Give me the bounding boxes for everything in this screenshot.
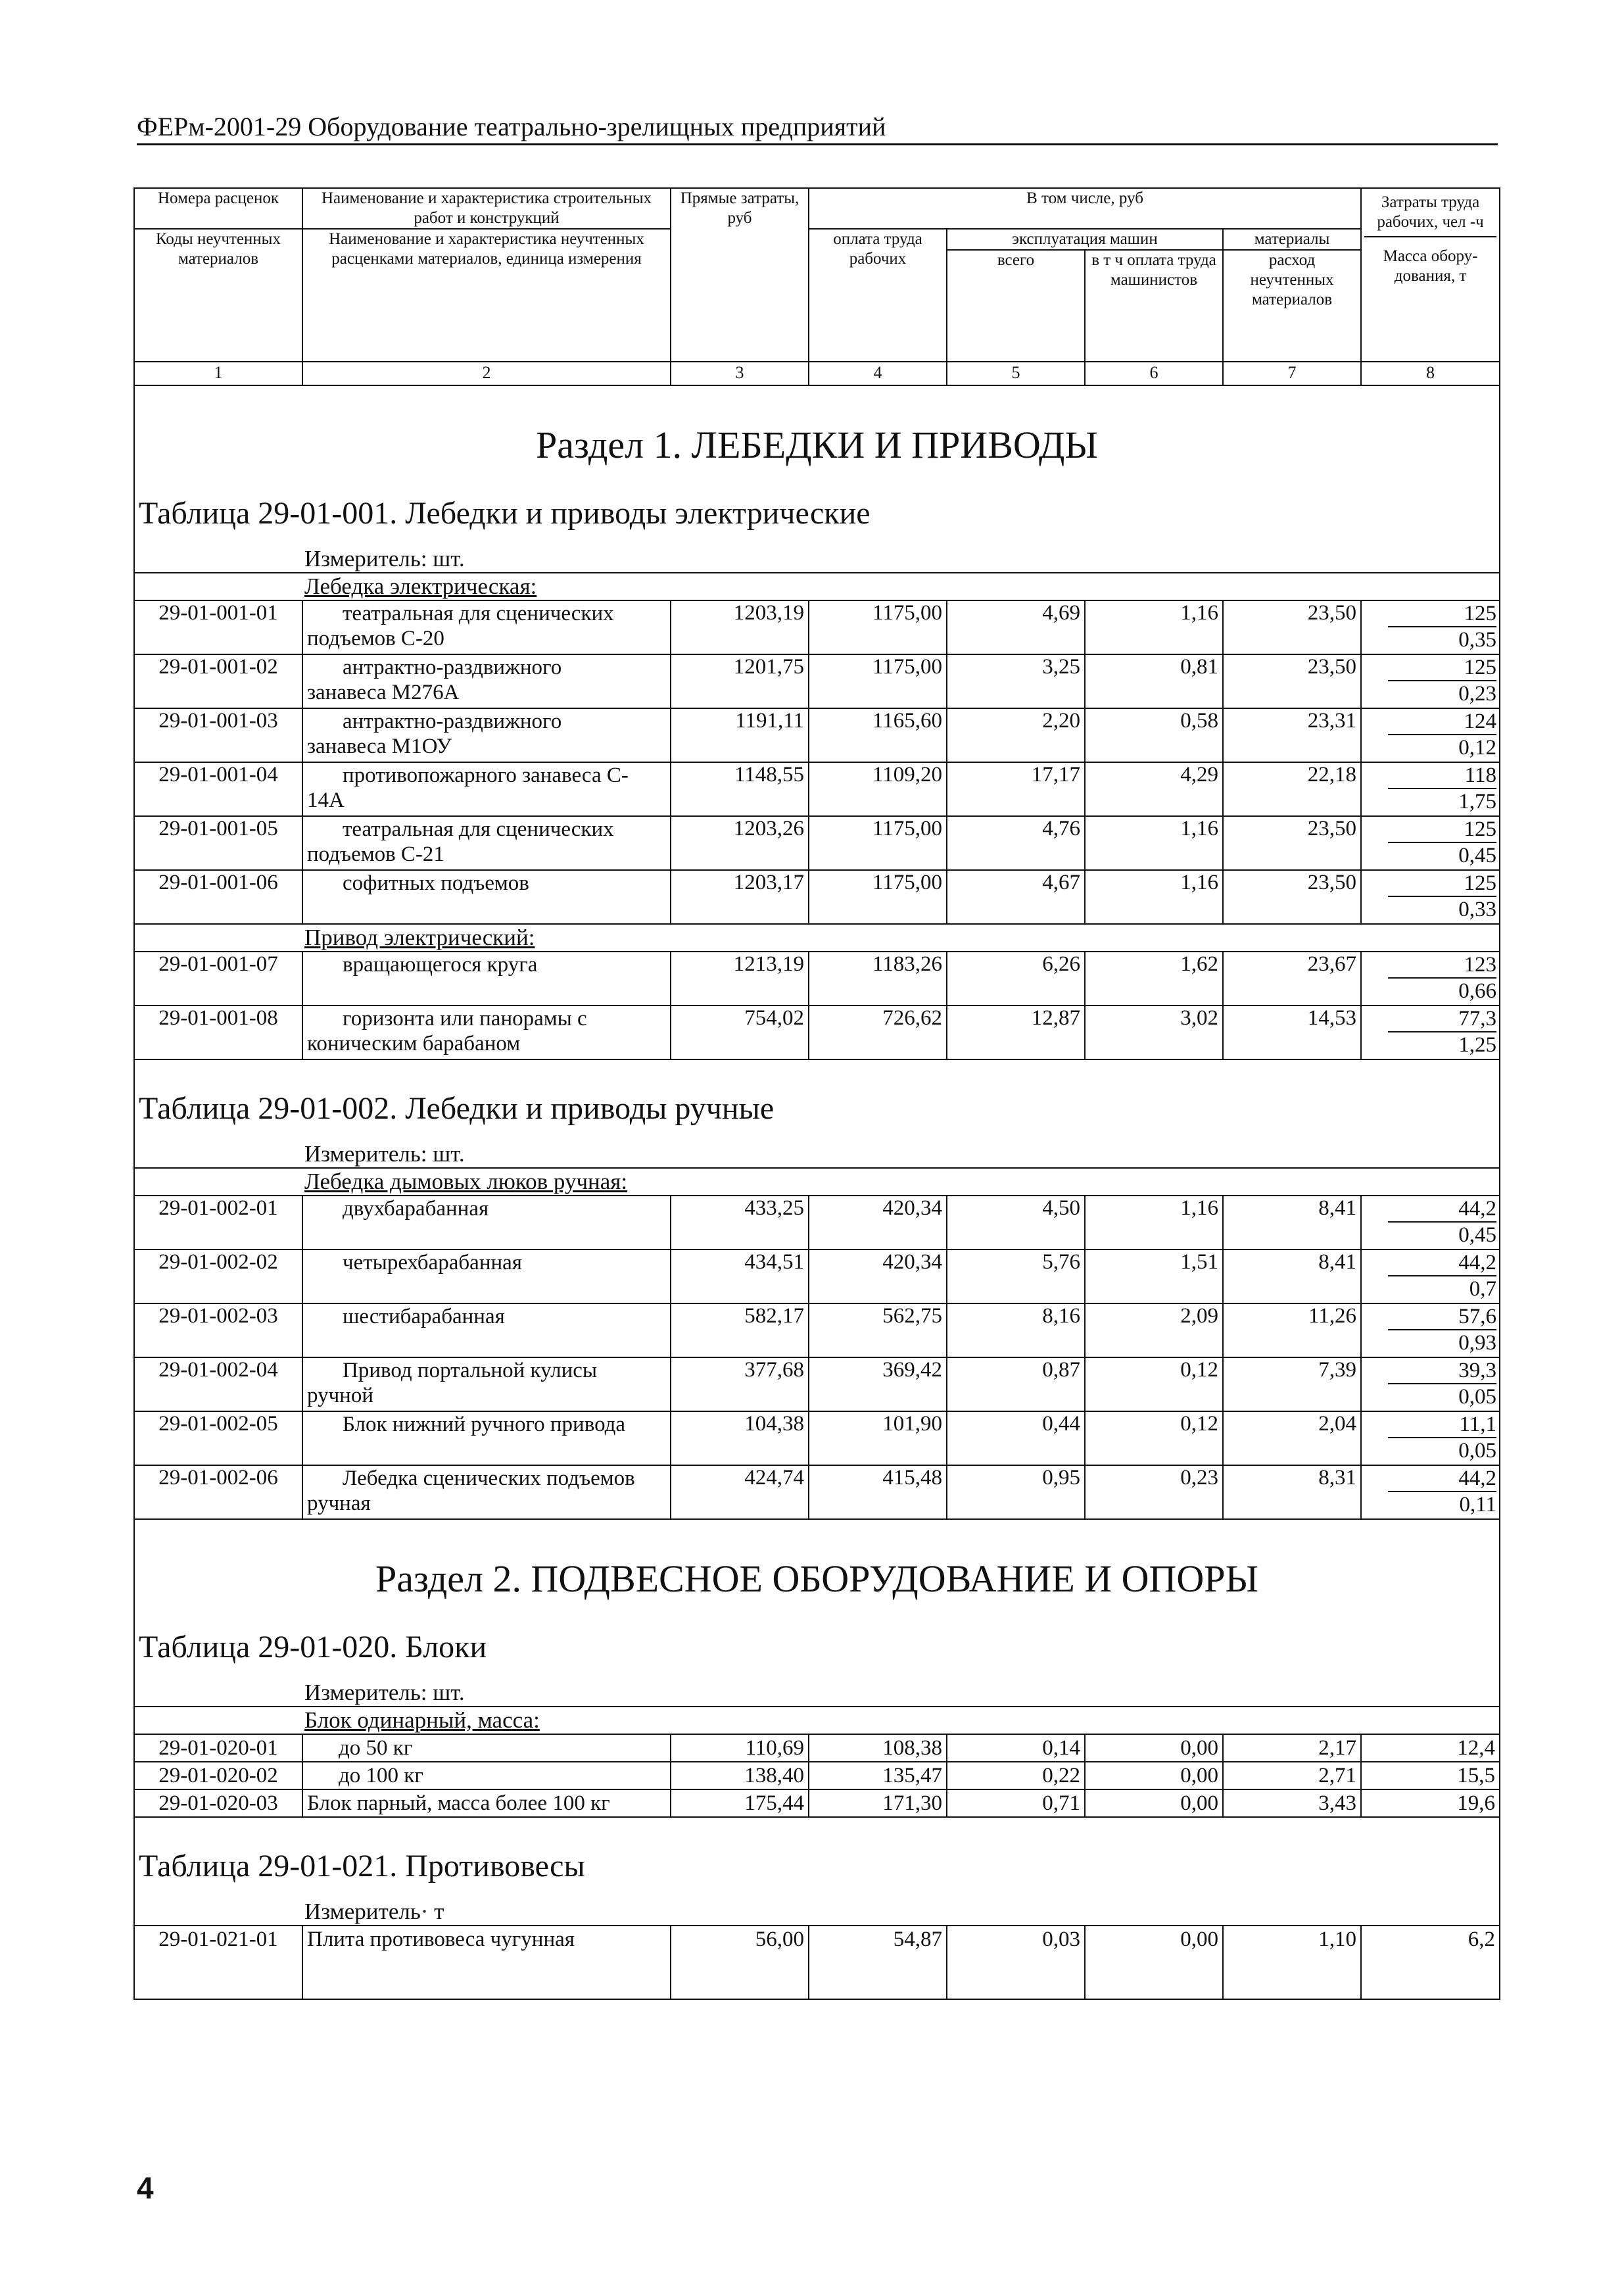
work-name-line-1: Лебедка сценических подъемов xyxy=(343,1467,635,1490)
value-v3: 377,68 xyxy=(671,1357,809,1411)
value-v6: 0,00 xyxy=(1085,1762,1223,1789)
labor-mass-cell xyxy=(1361,1250,1500,1303)
value-v4: 420,34 xyxy=(809,1250,947,1303)
value-v3: 1203,19 xyxy=(671,600,809,654)
table-2-measure: Измеритель: шт. xyxy=(134,1128,1500,1168)
value-v4: 726,62 xyxy=(809,1006,947,1059)
labor-mass-cell xyxy=(1361,952,1500,1006)
value-v4: 1175,00 xyxy=(809,816,947,870)
header-vtch: в т ч оплата труда машинистов xyxy=(1085,250,1223,362)
table-1-rows-a xyxy=(134,600,1500,924)
section-row xyxy=(134,1519,1500,1602)
table-1-title: Таблица 29-01-001. Лебедки и приводы электрические xyxy=(134,468,1500,533)
work-name-line-2: занавеса М1ОУ xyxy=(307,735,452,758)
table-4-measure: Измеритель· т xyxy=(134,1885,1500,1926)
value-v4: 108,38 xyxy=(809,1734,947,1762)
value-v4: 415,48 xyxy=(809,1465,947,1519)
value-v7: 2,17 xyxy=(1223,1734,1361,1762)
col-num: 7 xyxy=(1223,362,1361,385)
value-v3: 175,44 xyxy=(671,1789,809,1817)
value-v7: 23,50 xyxy=(1223,816,1361,870)
rate-code: 29-01-002-04 xyxy=(134,1357,302,1411)
document-title: ФЕРм-2001-29 Оборудование театрально-зрелищных предприятий xyxy=(137,112,1498,145)
labor-cost: 118 xyxy=(1388,763,1496,789)
equipment-mass: 0,23 xyxy=(1458,682,1497,706)
value-v6: 0,12 xyxy=(1085,1357,1223,1411)
work-name-line-1: Блок нижний ручного привода xyxy=(343,1413,626,1436)
labor-cost: 123 xyxy=(1388,952,1496,979)
measure-row xyxy=(134,1885,1500,1926)
value-v6: 0,00 xyxy=(1085,1926,1223,1999)
work-name: до 100 кг xyxy=(302,1762,671,1789)
header-materialy: материалы xyxy=(1223,229,1361,250)
value-v4: 1175,00 xyxy=(809,654,947,708)
measure-row xyxy=(134,533,1500,573)
rates-table xyxy=(133,187,1500,2000)
value-v5: 2,20 xyxy=(947,708,1085,762)
value-v8: 6,2 xyxy=(1361,1926,1500,1999)
value-v7: 8,41 xyxy=(1223,1196,1361,1250)
labor-mass-cell xyxy=(1361,1465,1500,1519)
equipment-mass: 0,12 xyxy=(1458,736,1497,760)
rate-code: 29-01-001-06 xyxy=(134,870,302,924)
work-name-line-1: Привод портальной кулисы xyxy=(343,1359,598,1382)
table-row xyxy=(134,870,1500,924)
value-v6: 1,16 xyxy=(1085,870,1223,924)
value-v3: 110,69 xyxy=(671,1734,809,1762)
value-v4: 1165,60 xyxy=(809,708,947,762)
labor-cost: 44,2 xyxy=(1388,1250,1496,1276)
header-naim-neucht: Наименование и характеристика неучтенных расценками материалов, единица измерения xyxy=(302,229,671,362)
header-row-1 xyxy=(134,188,1500,229)
header-rashod: расход неучтенных материалов xyxy=(1223,250,1361,362)
table-4-rows xyxy=(134,1926,1500,1999)
work-name xyxy=(302,600,671,654)
value-v7: 11,26 xyxy=(1223,1303,1361,1357)
equipment-mass: 0,35 xyxy=(1458,628,1497,652)
header-pryamye: Прямые затраты, руб xyxy=(671,188,809,362)
value-v6: 1,16 xyxy=(1085,600,1223,654)
value-v8: 12,4 xyxy=(1361,1734,1500,1762)
rate-code: 29-01-002-05 xyxy=(134,1411,302,1465)
value-v3: 104,38 xyxy=(671,1411,809,1465)
work-name xyxy=(302,816,671,870)
work-name xyxy=(302,708,671,762)
subheader-row xyxy=(134,1168,1500,1196)
work-name-line-2: коническим барабаном xyxy=(307,1032,521,1056)
table-row xyxy=(134,654,1500,708)
work-name-line-1: противопожарного занавеса С- xyxy=(343,764,629,787)
rate-code: 29-01-002-02 xyxy=(134,1250,302,1303)
work-name-line-2: подъемов С-20 xyxy=(307,627,444,650)
labor-mass-cell xyxy=(1361,870,1500,924)
labor-mass-cell xyxy=(1361,1357,1500,1411)
header-vsego: всего xyxy=(947,250,1085,362)
value-v3: 1203,17 xyxy=(671,870,809,924)
table-title-row xyxy=(134,1817,1500,1885)
table-row xyxy=(134,1411,1500,1465)
value-v5: 4,76 xyxy=(947,816,1085,870)
section-2-title: Раздел 2. ПОДВЕСНОЕ ОБОРУДОВАНИЕ И ОПОРЫ xyxy=(134,1519,1500,1602)
subheader-row xyxy=(134,1707,1500,1734)
work-name-line-1: театральная для сценических xyxy=(343,817,614,841)
equipment-mass: 0,45 xyxy=(1458,844,1497,867)
work-name-line-1: антрактно-раздвижного xyxy=(343,710,562,733)
value-v5: 0,44 xyxy=(947,1411,1085,1465)
value-v3: 1148,55 xyxy=(671,762,809,816)
table-1-measure: Измеритель: шт. xyxy=(134,533,1500,573)
value-v6: 0,00 xyxy=(1085,1734,1223,1762)
table-title-row xyxy=(134,1059,1500,1128)
work-name-line-1: антрактно-раздвижного xyxy=(343,656,562,679)
work-name xyxy=(302,1357,671,1411)
equipment-mass: 0,33 xyxy=(1458,898,1497,921)
table-row xyxy=(134,816,1500,870)
labor-cost: 124 xyxy=(1388,709,1496,735)
value-v7: 2,71 xyxy=(1223,1762,1361,1789)
value-v4: 101,90 xyxy=(809,1411,947,1465)
table-2-rows xyxy=(134,1196,1500,1519)
value-v4: 369,42 xyxy=(809,1357,947,1411)
table-3-subheader-1: Блок одинарный, масса: xyxy=(134,1707,1500,1734)
value-v8: 19,6 xyxy=(1361,1789,1500,1817)
value-v7: 14,53 xyxy=(1223,1006,1361,1059)
table-row xyxy=(134,600,1500,654)
value-v4: 1175,00 xyxy=(809,870,947,924)
value-v3: 1201,75 xyxy=(671,654,809,708)
table-row xyxy=(134,762,1500,816)
measure-row xyxy=(134,1128,1500,1168)
table-row xyxy=(134,1926,1500,1999)
value-v6: 3,02 xyxy=(1085,1006,1223,1059)
rate-code: 29-01-001-04 xyxy=(134,762,302,816)
value-v5: 0,95 xyxy=(947,1465,1085,1519)
table-row xyxy=(134,1789,1500,1817)
rate-code: 29-01-001-02 xyxy=(134,654,302,708)
header-massa: Масса обору-дования, т xyxy=(1383,247,1478,285)
value-v8: 15,5 xyxy=(1361,1762,1500,1789)
value-v7: 23,67 xyxy=(1223,952,1361,1006)
table-row xyxy=(134,1250,1500,1303)
work-name xyxy=(302,1303,671,1357)
work-name xyxy=(302,762,671,816)
work-name-line-2: ручная xyxy=(307,1492,371,1515)
equipment-mass: 0,11 xyxy=(1459,1493,1497,1517)
value-v5: 0,22 xyxy=(947,1762,1085,1789)
work-name: до 50 кг xyxy=(302,1734,671,1762)
equipment-mass: 0,05 xyxy=(1458,1439,1497,1463)
labor-mass-cell xyxy=(1361,816,1500,870)
header-zatraty: Затраты труда рабочих, чел -ч xyxy=(1364,193,1496,237)
value-v6: 0,23 xyxy=(1085,1465,1223,1519)
value-v6: 0,12 xyxy=(1085,1411,1223,1465)
table-row xyxy=(134,1303,1500,1357)
work-name-line-1: театральная для сценических xyxy=(343,602,614,625)
labor-mass-cell xyxy=(1361,708,1500,762)
subheader-row xyxy=(134,573,1500,600)
value-v7: 8,31 xyxy=(1223,1465,1361,1519)
value-v6: 1,16 xyxy=(1085,816,1223,870)
rate-code: 29-01-001-05 xyxy=(134,816,302,870)
value-v3: 1203,26 xyxy=(671,816,809,870)
value-v7: 8,41 xyxy=(1223,1250,1361,1303)
value-v3: 1191,11 xyxy=(671,708,809,762)
value-v4: 1109,20 xyxy=(809,762,947,816)
value-v3: 424,74 xyxy=(671,1465,809,1519)
value-v4: 171,30 xyxy=(809,1789,947,1817)
labor-cost: 44,2 xyxy=(1388,1466,1496,1492)
header-oplata: оплата труда рабочих xyxy=(809,229,947,362)
value-v5: 17,17 xyxy=(947,762,1085,816)
value-v5: 5,76 xyxy=(947,1250,1085,1303)
work-name-line-1: четырехбарабанная xyxy=(343,1251,522,1275)
work-name-line-2: занавеса М276А xyxy=(307,681,460,704)
value-v5: 4,50 xyxy=(947,1196,1085,1250)
labor-mass-cell xyxy=(1361,1411,1500,1465)
work-name: Блок парный, масса более 100 кг xyxy=(302,1789,671,1817)
value-v5: 4,69 xyxy=(947,600,1085,654)
equipment-mass: 0,93 xyxy=(1458,1331,1497,1355)
col-num: 1 xyxy=(134,362,302,385)
value-v3: 138,40 xyxy=(671,1762,809,1789)
value-v3: 433,25 xyxy=(671,1196,809,1250)
table-row xyxy=(134,1196,1500,1250)
value-v5: 0,14 xyxy=(947,1734,1085,1762)
rate-code: 29-01-020-01 xyxy=(134,1734,302,1762)
header-row-2 xyxy=(134,229,1500,250)
col-num: 2 xyxy=(302,362,671,385)
value-v7: 7,39 xyxy=(1223,1357,1361,1411)
table-row xyxy=(134,1734,1500,1762)
table-2-subheader-1: Лебедка дымовых люков ручная: xyxy=(134,1168,1500,1196)
header-zatraty-cell xyxy=(1361,188,1500,362)
value-v6: 1,62 xyxy=(1085,952,1223,1006)
value-v7: 23,50 xyxy=(1223,600,1361,654)
labor-cost: 125 xyxy=(1388,817,1496,843)
col-num: 3 xyxy=(671,362,809,385)
header-kody: Коды неучтенных материалов xyxy=(134,229,302,362)
col-num: 8 xyxy=(1361,362,1500,385)
table-row xyxy=(134,1465,1500,1519)
header-nomera: Номера расценок xyxy=(134,188,302,229)
value-v3: 434,51 xyxy=(671,1250,809,1303)
measure-row xyxy=(134,1666,1500,1707)
rate-code: 29-01-021-01 xyxy=(134,1926,302,1999)
value-v7: 3,43 xyxy=(1223,1789,1361,1817)
rate-code: 29-01-001-07 xyxy=(134,952,302,1006)
work-name-line-1: софитных подъемов xyxy=(343,871,529,895)
value-v5: 8,16 xyxy=(947,1303,1085,1357)
labor-cost: 125 xyxy=(1388,655,1496,681)
labor-cost: 125 xyxy=(1388,601,1496,627)
page-number: 4 xyxy=(137,2171,154,2205)
value-v5: 0,87 xyxy=(947,1357,1085,1411)
table-1-subheader-2: Привод электрический: xyxy=(134,924,1500,952)
work-name xyxy=(302,1411,671,1465)
value-v6: 0,00 xyxy=(1085,1789,1223,1817)
value-v7: 23,50 xyxy=(1223,870,1361,924)
col-num: 6 xyxy=(1085,362,1223,385)
labor-cost: 125 xyxy=(1388,871,1496,897)
value-v5: 6,26 xyxy=(947,952,1085,1006)
labor-cost: 57,6 xyxy=(1388,1304,1496,1330)
value-v4: 562,75 xyxy=(809,1303,947,1357)
value-v7: 1,10 xyxy=(1223,1926,1361,1999)
table-title-row xyxy=(134,468,1500,533)
labor-mass-cell xyxy=(1361,1303,1500,1357)
equipment-mass: 0,7 xyxy=(1469,1277,1497,1301)
table-1-subheader-1: Лебедка электрическая: xyxy=(134,573,1500,600)
header-ekspl: эксплуатация машин xyxy=(947,229,1223,250)
table-1-rows-b xyxy=(134,952,1500,1059)
subheader-row xyxy=(134,924,1500,952)
rate-code: 29-01-020-02 xyxy=(134,1762,302,1789)
work-name xyxy=(302,654,671,708)
work-name: Плита противовеса чугунная xyxy=(302,1926,671,1999)
col-num: 5 xyxy=(947,362,1085,385)
equipment-mass: 0,66 xyxy=(1458,979,1497,1003)
work-name-line-1: вращающегося круга xyxy=(343,953,538,977)
work-name-line-2: ручной xyxy=(307,1384,373,1407)
equipment-mass: 1,25 xyxy=(1458,1033,1497,1057)
table-row xyxy=(134,952,1500,1006)
rate-code: 29-01-002-03 xyxy=(134,1303,302,1357)
value-v3: 754,02 xyxy=(671,1006,809,1059)
work-name-line-2: подъемов С-21 xyxy=(307,842,444,866)
work-name xyxy=(302,1006,671,1059)
value-v3: 1213,19 xyxy=(671,952,809,1006)
value-v4: 1183,26 xyxy=(809,952,947,1006)
labor-cost: 11,1 xyxy=(1388,1412,1496,1438)
work-name xyxy=(302,952,671,1006)
section-row xyxy=(134,385,1500,468)
work-name-line-1: двухбарабанная xyxy=(343,1197,489,1221)
labor-mass-cell xyxy=(1361,600,1500,654)
labor-cost: 39,3 xyxy=(1388,1358,1496,1384)
equipment-mass: 0,45 xyxy=(1458,1223,1497,1247)
rate-code: 29-01-020-03 xyxy=(134,1789,302,1817)
work-name xyxy=(302,870,671,924)
labor-mass-cell xyxy=(1361,762,1500,816)
rate-code: 29-01-001-03 xyxy=(134,708,302,762)
work-name xyxy=(302,1465,671,1519)
work-name xyxy=(302,1196,671,1250)
value-v4: 135,47 xyxy=(809,1762,947,1789)
work-name-line-1: горизонта или панорамы с xyxy=(343,1007,587,1031)
equipment-mass: 1,75 xyxy=(1458,790,1497,813)
value-v3: 56,00 xyxy=(671,1926,809,1999)
work-name-line-1: шестибарабанная xyxy=(343,1305,505,1328)
table-3-measure: Измеритель: шт. xyxy=(134,1666,1500,1707)
value-v7: 22,18 xyxy=(1223,762,1361,816)
value-v5: 12,87 xyxy=(947,1006,1085,1059)
value-v6: 0,81 xyxy=(1085,654,1223,708)
value-v6: 1,51 xyxy=(1085,1250,1223,1303)
value-v5: 0,03 xyxy=(947,1926,1085,1999)
value-v7: 2,04 xyxy=(1223,1411,1361,1465)
value-v6: 2,09 xyxy=(1085,1303,1223,1357)
rate-code: 29-01-002-01 xyxy=(134,1196,302,1250)
section-1-title: Раздел 1. ЛЕБЕДКИ И ПРИВОДЫ xyxy=(134,385,1500,468)
labor-cost: 44,2 xyxy=(1388,1196,1496,1223)
work-name-line-2: 14А xyxy=(307,789,345,812)
table-3-rows xyxy=(134,1734,1500,1817)
value-v5: 0,71 xyxy=(947,1789,1085,1817)
value-v6: 0,58 xyxy=(1085,708,1223,762)
col-num: 4 xyxy=(809,362,947,385)
rate-code: 29-01-001-08 xyxy=(134,1006,302,1059)
value-v7: 23,31 xyxy=(1223,708,1361,762)
value-v6: 4,29 xyxy=(1085,762,1223,816)
labor-mass-cell xyxy=(1361,654,1500,708)
header-v-tom: В том числе, руб xyxy=(809,188,1361,229)
table-row xyxy=(134,1006,1500,1059)
table-row xyxy=(134,1357,1500,1411)
rate-code: 29-01-001-01 xyxy=(134,600,302,654)
work-name xyxy=(302,1250,671,1303)
value-v7: 23,50 xyxy=(1223,654,1361,708)
labor-cost: 77,3 xyxy=(1388,1006,1496,1032)
equipment-mass: 0,05 xyxy=(1458,1385,1497,1409)
table-row xyxy=(134,1762,1500,1789)
table-3-title: Таблица 29-01-020. Блоки xyxy=(134,1602,1500,1666)
labor-mass-cell xyxy=(1361,1006,1500,1059)
value-v5: 3,25 xyxy=(947,654,1085,708)
rate-code: 29-01-002-06 xyxy=(134,1465,302,1519)
value-v5: 4,67 xyxy=(947,870,1085,924)
value-v4: 1175,00 xyxy=(809,600,947,654)
value-v3: 582,17 xyxy=(671,1303,809,1357)
value-v4: 54,87 xyxy=(809,1926,947,1999)
header-naim: Наименование и характеристика строительных работ и конструкций xyxy=(302,188,671,229)
table-2-title: Таблица 29-01-002. Лебедки и приводы ручные xyxy=(134,1059,1500,1128)
table-title-row xyxy=(134,1602,1500,1666)
table-4-title: Таблица 29-01-021. Противовесы xyxy=(134,1817,1500,1885)
labor-mass-cell xyxy=(1361,1196,1500,1250)
value-v4: 420,34 xyxy=(809,1196,947,1250)
column-numbers-row xyxy=(134,362,1500,385)
value-v6: 1,16 xyxy=(1085,1196,1223,1250)
table-row xyxy=(134,708,1500,762)
